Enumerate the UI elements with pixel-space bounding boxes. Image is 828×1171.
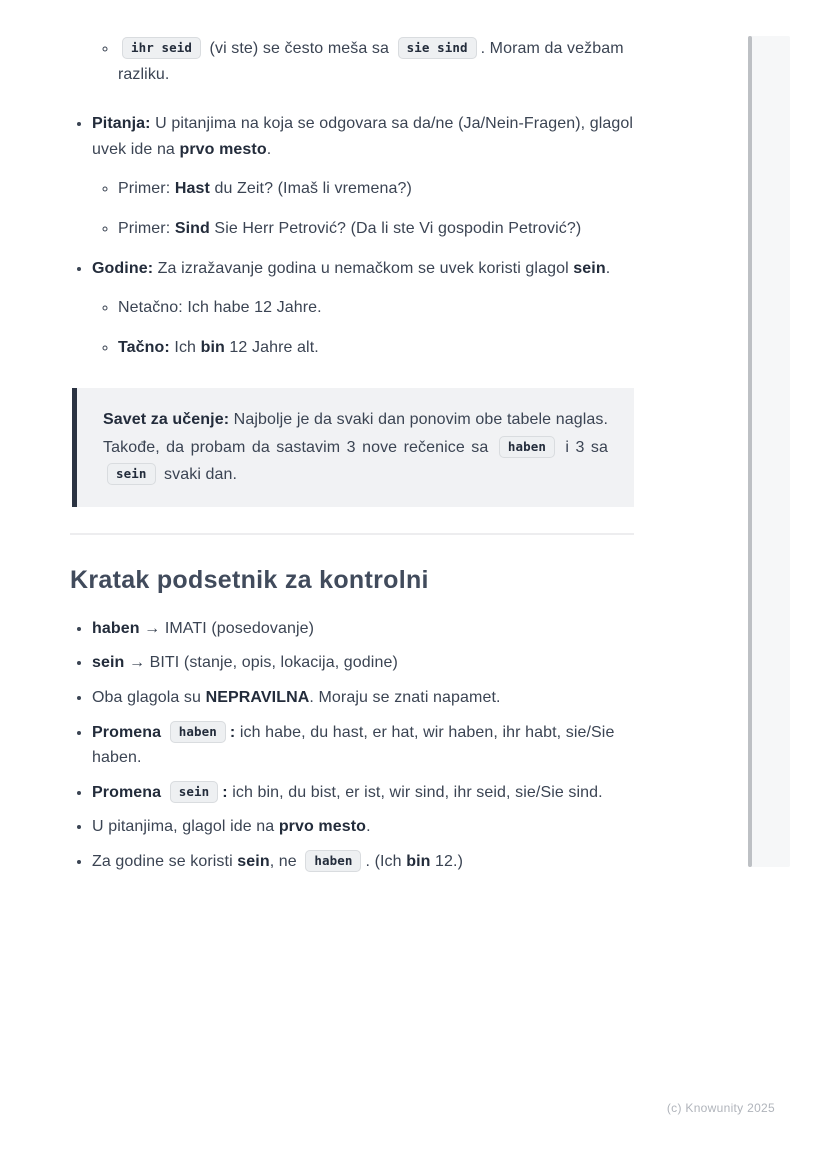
bold-text: Godine: (92, 259, 154, 277)
bold-text: bin (200, 338, 225, 356)
list-item: • U pitanjima, glagol ide na prvo mesto. (92, 814, 634, 840)
bold-text: sein (237, 853, 270, 871)
bullet-list-grammar (70, 111, 634, 360)
inline-code-chip: ihr seid (122, 37, 201, 59)
list-item: ◦ Primer: Sind Sie Herr Petrović? (Da li ste Vi gospodin Petrović?) (118, 216, 634, 242)
bold-text: Promena (92, 783, 166, 801)
callout-text: Savet za učenje: Najbolje je da svaki dan ponovim obe tabele naglas. Takođe, da probam da sastavim 3 nove rečenice sa haben i 3 sa sein svaki dan. (103, 411, 609, 484)
document-content (70, 36, 634, 899)
list-item: ◦ Tačno: Ich bin 12 Jahre alt. (118, 335, 634, 361)
inline-code-chip: sein (170, 781, 219, 803)
bold-text: haben (92, 619, 140, 637)
bold-text: sein (92, 654, 125, 672)
list-item: ◦ ihr seid (vi ste) se često meša sa sie sind . Moram da vežbam razliku. (118, 36, 634, 87)
bold-text: Hast (174, 180, 210, 198)
section-heading: Kratak podsetnik za kontrolni (70, 565, 429, 594)
list-item: • Oba glagola su NEPRAVILNA. Moraju se znati napamet. (92, 685, 634, 711)
bold-text: prvo mesto (179, 140, 267, 158)
scrollbar-edge (748, 36, 752, 867)
summary-bullet-list (70, 616, 634, 875)
inline-code-chip: haben (499, 436, 555, 458)
list-item-godine (92, 256, 634, 361)
bold-text: prvo mesto (278, 818, 367, 836)
bold-text: bin (406, 853, 431, 871)
list-item: ◦ Primer: Hast du Zeit? (Imaš li vremena?) (118, 176, 634, 202)
bold-text: : (222, 783, 228, 801)
inline-code-chip: sein (107, 463, 156, 485)
bold-text: Pitanja: (92, 115, 151, 133)
bold-text: : (229, 723, 236, 741)
bold-text: Tačno: (118, 338, 170, 356)
sub-bullet-list (92, 176, 634, 241)
vertical-scrollbar[interactable] (748, 36, 790, 867)
bold-text: Promena (92, 723, 166, 741)
list-item: • Za godine se koristi sein, ne haben . (Ich bin 12.) (92, 849, 634, 875)
list-item-text: Godine: Za izražavanje godina u nemačkom se uvek koristi glagol sein. (92, 259, 611, 277)
sub-bullet-list (92, 295, 634, 360)
bold-text: Savet za učenje: (103, 411, 230, 429)
sub-bullet-list-continued (70, 36, 634, 87)
list-item: • Promena haben : ich habe, du hast, er hat, wir haben, ihr habt, sie/Sie haben. (92, 720, 634, 771)
inline-code-chip: sie sind (398, 37, 477, 59)
inline-code-chip: haben (170, 721, 226, 743)
bold-text: NEPRAVILNA (205, 689, 310, 707)
list-item: ◦ Netačno: Ich habe 12 Jahre. (118, 295, 634, 321)
copyright-footer: (c) Knowunity 2025 (666, 1101, 775, 1115)
list-item: • Promena sein : ich bin, du bist, er ist, wir sind, ihr seid, sie/Sie sind. (92, 780, 634, 806)
inline-code-chip: haben (305, 850, 361, 872)
bold-text: sein (573, 259, 606, 277)
divider (70, 533, 634, 535)
bold-text: Sind (174, 219, 210, 237)
list-item: • haben → IMATI (posedovanje) (92, 616, 634, 642)
list-item: • sein → BITI (stanje, opis, lokacija, godine) (92, 650, 634, 676)
list-item-text: Pitanja: U pitanjima na koja se odgovara sa da/ne (Ja/Nein-Fragen), glagol uvek ide na prvo mesto. (92, 115, 634, 158)
callout-box (72, 388, 634, 507)
list-item-pitanja (92, 111, 634, 241)
